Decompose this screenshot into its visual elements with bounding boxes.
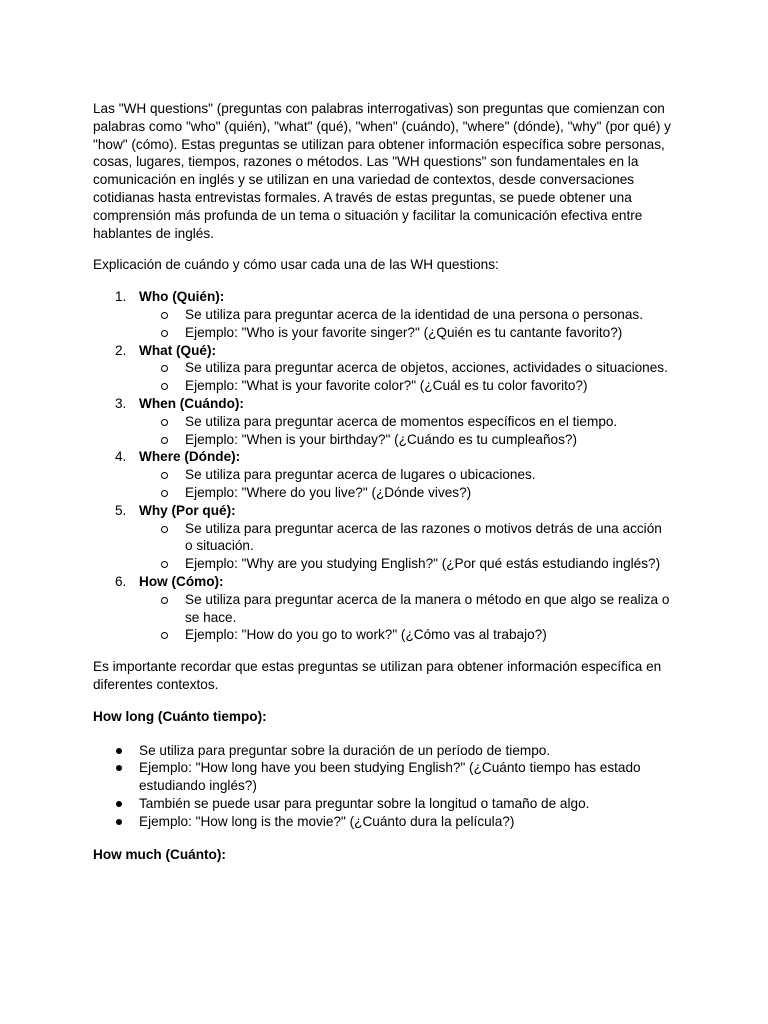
sub-list-text: Ejemplo: "Why are you studying English?" (¿Por qué estás estudiando inglés?) (185, 556, 661, 572)
list-item (93, 742, 673, 760)
list-item (93, 813, 673, 831)
sub-list-text: Ejemplo: "When is your birthday?" (¿Cuándo es tu cumpleaños?) (185, 431, 577, 447)
list-item-text: Ejemplo: "How long is the movie?" (¿Cuánto dura la película?) (139, 813, 515, 829)
sub-list-text: Se utiliza para preguntar acerca de momentos específicos en el tiempo. (185, 413, 618, 429)
how-much-heading: How much (Cuánto): (93, 847, 226, 863)
sub-list-text: Se utiliza para preguntar acerca de la manera o método en que algo se realiza o se hace. (185, 591, 670, 625)
sub-list-item (139, 431, 673, 449)
sub-list-text: Se utiliza para preguntar acerca de la identidad de una persona o personas. (185, 306, 643, 322)
closing-paragraph: Es importante recordar que estas preguntas se utilizan para obtener información específica en diferentes contextos. (93, 659, 662, 692)
sub-list-item (139, 377, 673, 395)
how-long-heading: How long (Cuánto tiempo): (93, 708, 267, 724)
circle-bullet-icon (161, 561, 168, 568)
sub-list-item (139, 306, 673, 324)
how-long-list (93, 742, 673, 831)
question-title: Who (Quién): (139, 289, 225, 305)
sub-list-text: Se utiliza para preguntar acerca de las razones o motivos detrás de una acción o situación. (185, 520, 662, 554)
intro-paragraph: Las "WH questions" (preguntas con palabras interrogativas) son preguntas que comienzan con palabras como "who" (quién), "what" (qué), "when" (cuándo), "where" (dónde), "why" (por qué) y "how" (cómo). Estas preguntas se utilizan para obtener información específica sobre personas, cosas, lugares, tiempos, razones o métodos. Las "WH questions" son fundamentales en la comunicación en inglés y se utilizan en una variedad de contextos, desde conversaciones cotidianas hasta entrevistas formales. A través de estas preguntas, se puede obtener una comprensión más profunda de un tema o situación y facilitar la comunicación efectiva entre hablantes de inglés. (93, 101, 671, 241)
circle-bullet-icon (161, 365, 168, 372)
list-number: 2. (115, 342, 127, 358)
question-title: Where (Dónde): (139, 449, 241, 465)
list-item-how (93, 573, 673, 644)
sub-list-text: Se utiliza para preguntar acerca de objetos, acciones, actividades o situaciones. (185, 360, 668, 376)
sub-list-item (139, 359, 673, 377)
circle-bullet-icon (161, 526, 168, 533)
sub-list-item (139, 413, 673, 431)
sub-list-item (139, 520, 673, 556)
sub-list (139, 413, 673, 449)
sub-list (139, 591, 673, 644)
circle-bullet-icon (161, 472, 168, 479)
wh-questions-list (93, 288, 673, 644)
circle-bullet-icon (161, 632, 168, 639)
list-item-text: También se puede usar para preguntar sobre la longitud o tamaño de algo. (139, 795, 590, 811)
question-title: When (Cuándo): (139, 395, 244, 411)
question-title: Why (Por qué): (139, 502, 236, 518)
question-title: What (Qué): (139, 342, 217, 358)
sub-list-item (139, 626, 673, 644)
sub-list (139, 520, 673, 573)
list-number: 6. (115, 573, 127, 589)
bullet-icon (116, 819, 122, 825)
sub-list (139, 359, 673, 395)
list-item-text: Ejemplo: "How long have you been studying English?" (¿Cuánto tiempo has estado estudiando inglés?) (139, 760, 641, 794)
sub-list (139, 306, 673, 342)
list-item-what (93, 342, 673, 395)
list-item-why (93, 502, 673, 573)
list-number: 3. (115, 395, 127, 411)
list-item-when (93, 395, 673, 448)
sub-list-item (139, 484, 673, 502)
sub-list-text: Ejemplo: "Who is your favorite singer?" (¿Quién es tu cantante favorito?) (185, 324, 623, 340)
sub-list-item (139, 555, 673, 573)
circle-bullet-icon (161, 330, 168, 337)
list-number: 1. (115, 289, 127, 305)
circle-bullet-icon (161, 597, 168, 604)
circle-bullet-icon (161, 383, 168, 390)
list-number: 5. (115, 502, 127, 518)
bullet-icon (116, 801, 122, 807)
circle-bullet-icon (161, 490, 168, 497)
circle-bullet-icon (161, 312, 168, 319)
list-item-who (93, 288, 673, 341)
sub-list-text: Se utiliza para preguntar acerca de lugares o ubicaciones. (185, 467, 536, 483)
sub-list-item (139, 591, 673, 627)
sub-list-item (139, 324, 673, 342)
list-item-where (93, 448, 673, 501)
list-item (93, 759, 673, 795)
question-title: How (Cómo): (139, 573, 224, 589)
bullet-icon (116, 748, 122, 754)
sub-list-text: Ejemplo: "Where do you live?" (¿Dónde vives?) (185, 484, 472, 500)
list-number: 4. (115, 449, 127, 465)
bullet-icon (116, 765, 122, 771)
circle-bullet-icon (161, 419, 168, 426)
sub-list-text: Ejemplo: "How do you go to work?" (¿Cómo vas al trabajo?) (185, 627, 547, 643)
circle-bullet-icon (161, 437, 168, 444)
sub-list (139, 466, 673, 502)
list-item (93, 795, 673, 813)
section-intro: Explicación de cuándo y cómo usar cada una de las WH questions: (93, 257, 499, 273)
list-item-text: Se utiliza para preguntar sobre la duración de un período de tiempo. (139, 742, 551, 758)
sub-list-text: Ejemplo: "What is your favorite color?" (¿Cuál es tu color favorito?) (185, 378, 588, 394)
document-page (93, 100, 673, 880)
sub-list-item (139, 466, 673, 484)
